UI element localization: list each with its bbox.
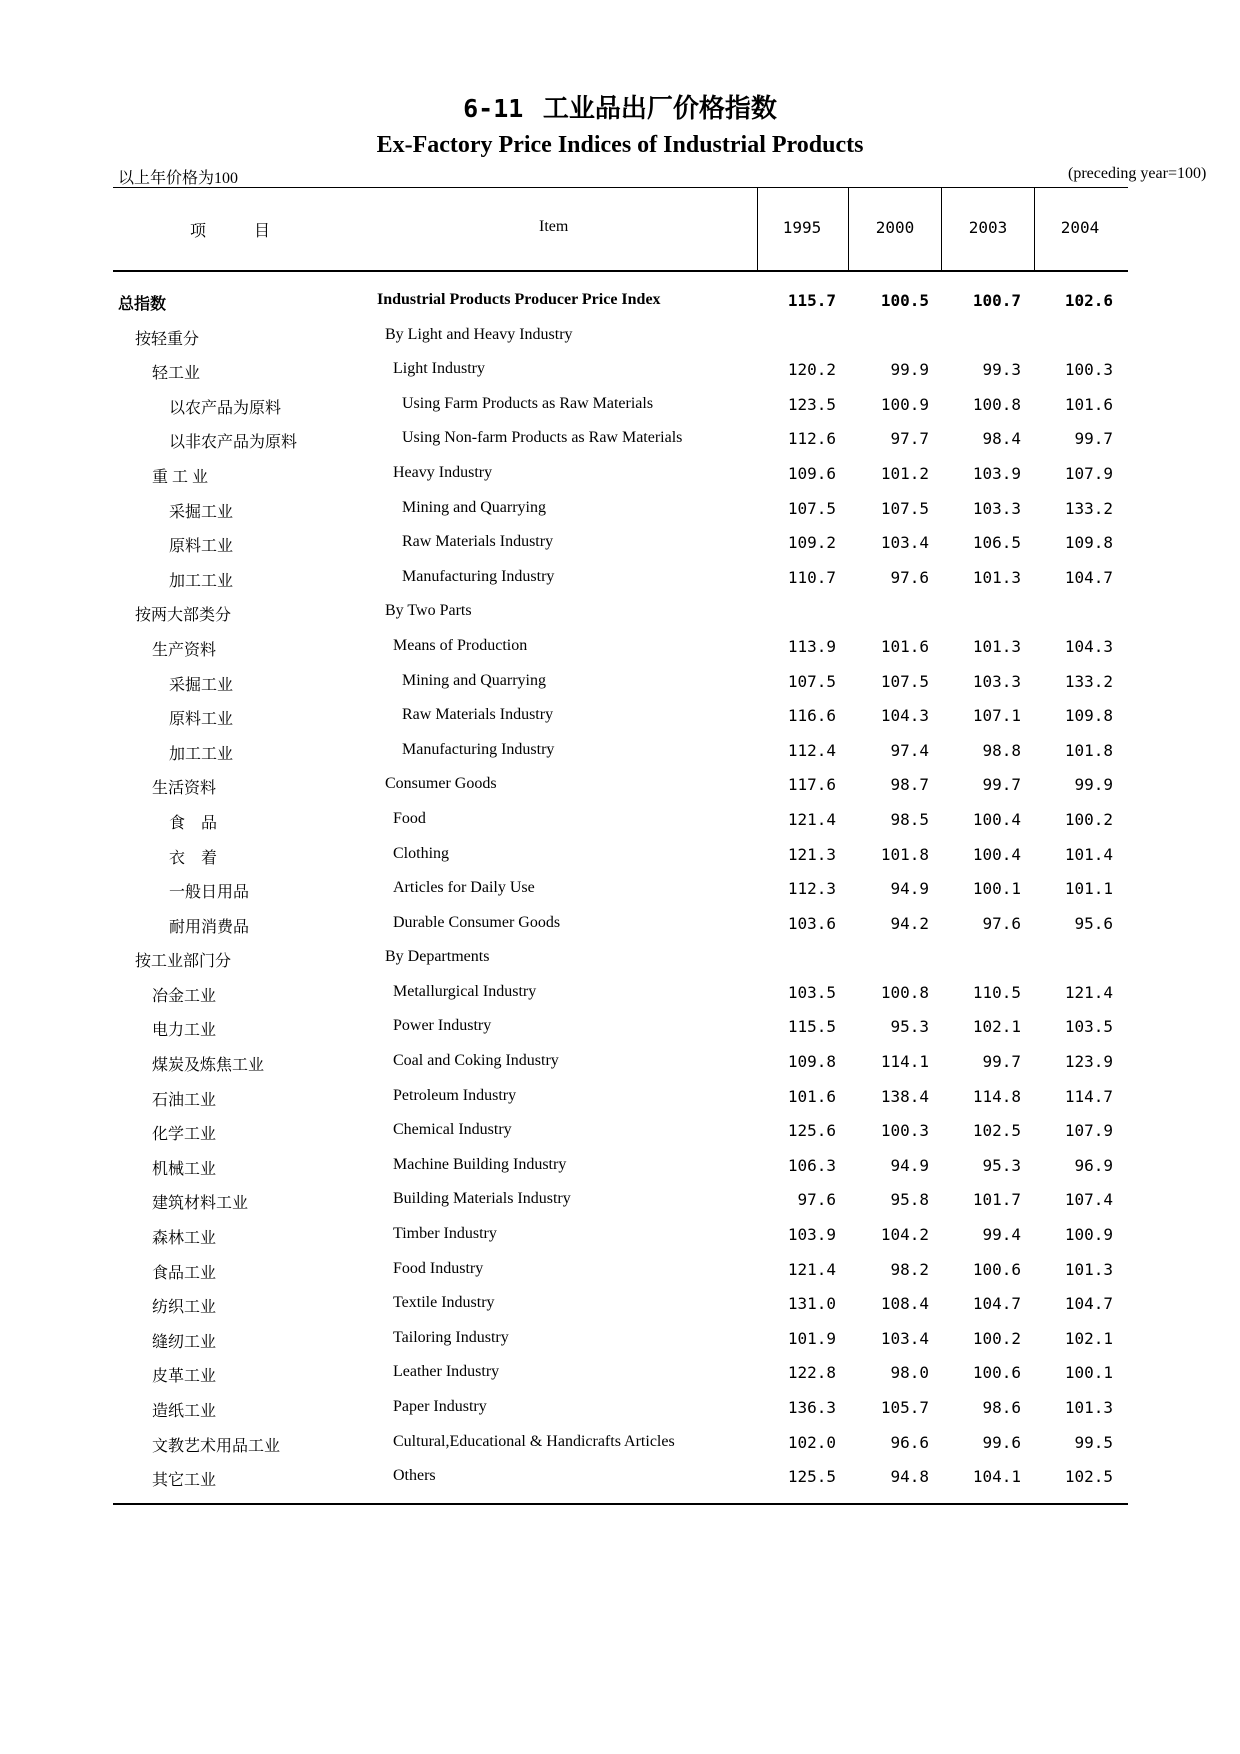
row-label-cn: 加工工业 — [169, 572, 234, 590]
row-label-en: By Two Parts — [385, 602, 472, 620]
value-cell-2003: 98.8 — [982, 740, 1021, 760]
value-cell-2000: 100.9 — [880, 394, 929, 414]
value-cell-2000: 99.9 — [890, 360, 929, 380]
value-cell-1995: 106.3 — [787, 1155, 836, 1175]
value-cell-1995: 123.5 — [787, 394, 836, 414]
row-label-en: Means of Production — [393, 636, 528, 654]
row-label-cn: 按两大部类分 — [135, 607, 232, 625]
value-cell-2000: 100.8 — [880, 982, 929, 1002]
table-row — [0, 907, 1240, 942]
value-cell-1995: 112.3 — [787, 879, 836, 899]
header-divider — [1034, 188, 1035, 270]
header-year-2000: 2000 — [875, 218, 915, 237]
value-cell-2000: 114.1 — [880, 1052, 929, 1072]
row-label-en: By Light and Heavy Industry — [385, 325, 573, 343]
value-cell-2004: 100.1 — [1064, 1363, 1113, 1383]
value-cell-2003: 100.6 — [972, 1259, 1021, 1279]
header-year-2004: 2004 — [1060, 218, 1100, 237]
value-cell-2003: 99.7 — [982, 1052, 1021, 1072]
row-label-cn: 建筑材料工业 — [152, 1195, 249, 1213]
value-cell-2004: 100.3 — [1064, 360, 1113, 380]
value-cell-2004: 100.2 — [1064, 809, 1113, 829]
value-cell-1995: 121.3 — [787, 844, 836, 864]
row-label-en: Food — [393, 809, 426, 827]
table-row — [0, 734, 1240, 769]
row-label-cn: 纺织工业 — [152, 1299, 217, 1317]
row-label-cn: 耐用消费品 — [169, 918, 250, 936]
value-cell-2000: 95.8 — [890, 1190, 929, 1210]
value-cell-2003: 100.2 — [972, 1328, 1021, 1348]
row-label-en: Raw Materials Industry — [402, 706, 554, 724]
row-label-cn: 总指数 — [118, 296, 167, 313]
value-cell-2004: 133.2 — [1064, 671, 1113, 691]
table-row — [0, 561, 1240, 596]
table-row — [0, 976, 1240, 1011]
value-cell-2000: 97.4 — [890, 740, 929, 760]
row-label-cn: 食品工业 — [152, 1264, 217, 1282]
value-cell-2003: 100.1 — [972, 879, 1021, 899]
row-label-en: Durable Consumer Goods — [393, 913, 561, 931]
value-cell-2004: 121.4 — [1064, 982, 1113, 1002]
row-label-en: Coal and Coking Industry — [393, 1052, 559, 1070]
row-label-cn: 一般日用品 — [169, 884, 250, 902]
value-cell-2000: 97.6 — [890, 567, 929, 587]
table-row — [0, 1010, 1240, 1045]
value-cell-2004: 109.8 — [1064, 706, 1113, 726]
table-row — [0, 1114, 1240, 1149]
row-label-en: Timber Industry — [393, 1225, 497, 1243]
row-label-en: Metallurgical Industry — [393, 982, 537, 1000]
value-cell-2003: 100.8 — [972, 394, 1021, 414]
row-label-en: Cultural,Educational & Handicrafts Articles — [393, 1432, 675, 1450]
row-label-en: By Departments — [385, 948, 490, 966]
value-cell-2003: 100.6 — [972, 1363, 1021, 1383]
value-cell-2000: 108.4 — [880, 1294, 929, 1314]
row-label-cn: 加工工业 — [169, 745, 234, 763]
value-cell-2000: 100.5 — [880, 291, 929, 310]
value-cell-2000: 103.4 — [880, 533, 929, 553]
value-cell-2004: 99.5 — [1074, 1432, 1113, 1452]
value-cell-2004: 101.3 — [1064, 1398, 1113, 1417]
value-cell-2004: 107.9 — [1064, 463, 1113, 483]
header-divider — [848, 188, 849, 270]
value-cell-2000: 98.0 — [890, 1363, 929, 1383]
value-cell-1995: 112.4 — [787, 740, 836, 760]
value-cell-2000: 100.3 — [880, 1121, 929, 1141]
table-row — [0, 492, 1240, 527]
row-label-cn: 采掘工业 — [169, 676, 234, 694]
value-cell-2000: 95.3 — [890, 1017, 929, 1037]
table-row — [0, 1253, 1240, 1288]
table-row — [0, 941, 1240, 976]
value-cell-2004: 101.8 — [1064, 740, 1113, 760]
table-row — [0, 319, 1240, 354]
value-cell-2003: 97.6 — [982, 913, 1021, 933]
table-row — [0, 803, 1240, 838]
value-cell-2003: 104.7 — [972, 1294, 1021, 1314]
value-cell-2003: 114.8 — [972, 1086, 1021, 1106]
value-cell-2000: 94.8 — [890, 1467, 929, 1487]
value-cell-1995: 101.9 — [787, 1328, 836, 1348]
header-item-en: Item — [539, 218, 569, 235]
table-title-en: Ex-Factory Price Indices of Industrial Products — [376, 132, 864, 158]
value-cell-1995: 110.7 — [787, 567, 836, 587]
value-cell-1995: 121.4 — [787, 809, 836, 829]
value-cell-2003: 98.6 — [982, 1398, 1021, 1417]
table-row — [0, 1391, 1240, 1426]
value-cell-2003: 101.7 — [972, 1190, 1021, 1210]
value-cell-1995: 120.2 — [787, 360, 836, 380]
row-label-en: Building Materials Industry — [393, 1190, 571, 1208]
row-label-cn: 电力工业 — [152, 1022, 217, 1040]
value-cell-2000: 101.2 — [880, 463, 929, 483]
value-cell-2004: 102.6 — [1064, 291, 1113, 310]
value-cell-2004: 100.9 — [1064, 1225, 1113, 1245]
value-cell-2004: 101.3 — [1064, 1259, 1113, 1279]
table-bottom-rule — [113, 1503, 1128, 1505]
row-label-en: Light Industry — [393, 360, 485, 378]
value-cell-2004: 104.7 — [1064, 567, 1113, 587]
table-row — [0, 1149, 1240, 1184]
header-year-2003: 2003 — [968, 218, 1008, 237]
value-cell-1995: 109.8 — [787, 1052, 836, 1072]
row-label-cn: 机械工业 — [152, 1160, 217, 1178]
value-cell-2000: 98.7 — [890, 775, 929, 795]
value-cell-2004: 109.8 — [1064, 533, 1113, 553]
row-label-en: Industrial Products Producer Price Index — [377, 291, 661, 308]
table-row — [0, 665, 1240, 700]
row-label-cn: 原料工业 — [169, 711, 234, 729]
value-cell-2003: 103.3 — [972, 671, 1021, 691]
value-cell-2004: 107.9 — [1064, 1121, 1113, 1141]
value-cell-2000: 105.7 — [880, 1398, 929, 1417]
value-cell-1995: 109.6 — [787, 463, 836, 483]
value-cell-2004: 101.1 — [1064, 879, 1113, 899]
header-divider — [941, 188, 942, 270]
row-label-en: Raw Materials Industry — [402, 533, 554, 551]
table-row — [0, 1080, 1240, 1115]
value-cell-2000: 101.6 — [880, 636, 929, 656]
row-label-en: Articles for Daily Use — [393, 879, 535, 897]
value-cell-2004: 114.7 — [1064, 1086, 1113, 1106]
table-row — [0, 768, 1240, 803]
value-cell-1995: 103.5 — [787, 982, 836, 1002]
row-label-en: Leather Industry — [393, 1363, 500, 1381]
row-label-cn: 冶金工业 — [152, 987, 217, 1005]
row-label-cn: 森林工业 — [152, 1230, 217, 1248]
row-label-cn: 原料工业 — [169, 538, 234, 556]
table-row — [0, 630, 1240, 665]
value-cell-2000: 104.2 — [880, 1225, 929, 1245]
value-cell-2003: 101.3 — [972, 567, 1021, 587]
value-cell-2000: 94.2 — [890, 913, 929, 933]
value-cell-2003: 107.1 — [972, 706, 1021, 726]
value-cell-2003: 102.1 — [972, 1017, 1021, 1037]
value-cell-1995: 97.6 — [797, 1190, 836, 1210]
row-label-cn: 造纸工业 — [152, 1403, 217, 1420]
value-cell-2003: 100.4 — [972, 844, 1021, 864]
row-label-en: Using Non-farm Products as Raw Materials — [402, 429, 683, 447]
row-label-cn: 以农产品为原料 — [169, 399, 282, 417]
value-cell-1995: 115.5 — [787, 1017, 836, 1037]
value-cell-2004: 96.9 — [1074, 1155, 1113, 1175]
value-cell-2004: 99.7 — [1074, 429, 1113, 449]
table-number: 6-11 — [463, 94, 524, 123]
value-cell-2000: 94.9 — [890, 879, 929, 899]
value-cell-2000: 94.9 — [890, 1155, 929, 1175]
value-cell-2003: 101.3 — [972, 636, 1021, 656]
row-label-cn: 其它工业 — [152, 1472, 217, 1490]
value-cell-1995: 107.5 — [787, 498, 836, 518]
table-row — [0, 388, 1240, 423]
value-cell-2004: 103.5 — [1064, 1017, 1113, 1037]
value-cell-2003: 99.3 — [982, 360, 1021, 380]
value-cell-1995: 117.6 — [787, 775, 836, 795]
value-cell-2000: 98.5 — [890, 809, 929, 829]
row-label-en: Heavy Industry — [393, 463, 493, 481]
table-row — [0, 1426, 1240, 1461]
row-label-cn: 石油工业 — [152, 1091, 217, 1109]
value-cell-2004: 104.7 — [1064, 1294, 1113, 1314]
value-cell-2004: 102.5 — [1064, 1467, 1113, 1487]
header-divider — [757, 188, 758, 270]
table-row — [0, 699, 1240, 734]
title-cn-text: 工业品出厂价格指数 — [542, 94, 777, 123]
row-label-cn: 生活资料 — [152, 780, 217, 798]
row-label-cn: 煤炭及炼焦工业 — [152, 1057, 265, 1075]
table-header-rule — [113, 270, 1128, 272]
table-row — [0, 1460, 1240, 1495]
value-cell-1995: 136.3 — [787, 1398, 836, 1417]
table-row — [0, 353, 1240, 388]
table-row — [0, 838, 1240, 873]
value-cell-1995: 113.9 — [787, 636, 836, 656]
row-label-en: Others — [393, 1467, 436, 1485]
row-label-cn: 轻工业 — [152, 365, 201, 383]
value-cell-2003: 98.4 — [982, 429, 1021, 449]
row-label-en: Food Industry — [393, 1259, 484, 1277]
table-row — [0, 1322, 1240, 1357]
value-cell-2003: 99.7 — [982, 775, 1021, 795]
value-cell-2003: 103.3 — [972, 498, 1021, 518]
value-cell-1995: 125.6 — [787, 1121, 836, 1141]
value-cell-1995: 112.6 — [787, 429, 836, 449]
value-cell-1995: 103.6 — [787, 913, 836, 933]
value-cell-1995: 103.9 — [787, 1225, 836, 1245]
value-cell-2000: 98.2 — [890, 1259, 929, 1279]
value-cell-1995: 109.2 — [787, 533, 836, 553]
table-row — [0, 1287, 1240, 1322]
value-cell-2000: 103.4 — [880, 1328, 929, 1348]
row-label-en: Mining and Quarrying — [402, 671, 546, 689]
row-label-en: Consumer Goods — [385, 775, 497, 793]
value-cell-2004: 107.4 — [1064, 1190, 1113, 1210]
row-label-cn: 生产资料 — [152, 641, 217, 659]
table-title-cn — [0, 88, 1240, 125]
table-row — [0, 526, 1240, 561]
unit-note-en: (preceding year=100) — [1068, 165, 1207, 182]
value-cell-2003: 100.7 — [972, 291, 1021, 310]
row-label-cn: 食 品 — [169, 814, 218, 832]
value-cell-2004: 123.9 — [1064, 1052, 1113, 1072]
value-cell-2000: 96.6 — [890, 1432, 929, 1452]
row-label-en: Manufacturing Industry — [402, 740, 555, 758]
row-label-en: Chemical Industry — [393, 1121, 512, 1139]
value-cell-2003: 102.5 — [972, 1121, 1021, 1141]
table-row — [0, 1356, 1240, 1391]
table-row — [0, 1218, 1240, 1253]
row-label-en: Paper Industry — [393, 1398, 487, 1415]
value-cell-2000: 107.5 — [880, 671, 929, 691]
value-cell-2004: 95.6 — [1074, 913, 1113, 933]
value-cell-2000: 138.4 — [880, 1086, 929, 1106]
row-label-en: Mining and Quarrying — [402, 498, 546, 516]
value-cell-1995: 101.6 — [787, 1086, 836, 1106]
row-label-cn: 衣 着 — [169, 849, 218, 867]
table-top-rule — [113, 187, 1128, 188]
value-cell-2004: 101.4 — [1064, 844, 1113, 864]
unit-note-cn: 以上年价格为100 — [118, 170, 239, 187]
value-cell-2004: 102.1 — [1064, 1328, 1113, 1348]
value-cell-1995: 116.6 — [787, 706, 836, 726]
header-item-cn: 项 目 — [190, 223, 271, 240]
row-label-cn: 以非农产品为原料 — [169, 434, 298, 452]
row-label-en: Textile Industry — [393, 1294, 495, 1312]
table-row — [0, 595, 1240, 630]
row-label-cn: 化学工业 — [152, 1126, 217, 1144]
value-cell-2003: 99.6 — [982, 1432, 1021, 1452]
row-label-en: Using Farm Products as Raw Materials — [402, 394, 654, 412]
row-label-cn: 皮革工业 — [152, 1368, 217, 1386]
value-cell-2000: 107.5 — [880, 498, 929, 518]
row-label-en: Petroleum Industry — [393, 1086, 517, 1104]
table-row — [0, 284, 1240, 319]
value-cell-2003: 110.5 — [972, 982, 1021, 1002]
table-row — [0, 1183, 1240, 1218]
value-cell-1995: 107.5 — [787, 671, 836, 691]
table-row — [0, 422, 1240, 457]
row-label-en: Machine Building Industry — [393, 1155, 567, 1173]
value-cell-2003: 103.9 — [972, 463, 1021, 483]
row-label-cn: 缝纫工业 — [152, 1333, 217, 1351]
value-cell-2004: 101.6 — [1064, 394, 1113, 414]
row-label-en: Power Industry — [393, 1017, 492, 1035]
value-cell-2000: 101.8 — [880, 844, 929, 864]
value-cell-1995: 122.8 — [787, 1363, 836, 1383]
value-cell-2004: 99.9 — [1074, 775, 1113, 795]
value-cell-2003: 106.5 — [972, 533, 1021, 553]
table-row — [0, 872, 1240, 907]
value-cell-2000: 104.3 — [880, 706, 929, 726]
row-label-cn: 按工业部门分 — [135, 953, 232, 971]
value-cell-2003: 99.4 — [982, 1225, 1021, 1245]
value-cell-2004: 104.3 — [1064, 636, 1113, 656]
value-cell-2004: 133.2 — [1064, 498, 1113, 518]
row-label-cn: 重 工 业 — [152, 468, 209, 486]
value-cell-2003: 104.1 — [972, 1467, 1021, 1487]
table-row — [0, 1045, 1240, 1080]
value-cell-1995: 102.0 — [787, 1432, 836, 1452]
row-label-en: Manufacturing Industry — [402, 567, 555, 585]
table-row — [0, 457, 1240, 492]
row-label-cn: 文教艺术用品工业 — [152, 1437, 281, 1455]
row-label-cn: 按轻重分 — [135, 330, 200, 348]
value-cell-2000: 97.7 — [890, 429, 929, 449]
row-label-en: Tailoring Industry — [393, 1328, 509, 1346]
table-body — [0, 284, 1240, 1495]
value-cell-1995: 115.7 — [787, 291, 836, 310]
header-year-1995: 1995 — [782, 218, 822, 237]
value-cell-2003: 95.3 — [982, 1155, 1021, 1175]
value-cell-2003: 100.4 — [972, 809, 1021, 829]
row-label-cn: 采掘工业 — [169, 503, 234, 521]
value-cell-1995: 121.4 — [787, 1259, 836, 1279]
row-label-en: Clothing — [393, 844, 450, 862]
value-cell-1995: 125.5 — [787, 1467, 836, 1487]
value-cell-1995: 131.0 — [787, 1294, 836, 1314]
